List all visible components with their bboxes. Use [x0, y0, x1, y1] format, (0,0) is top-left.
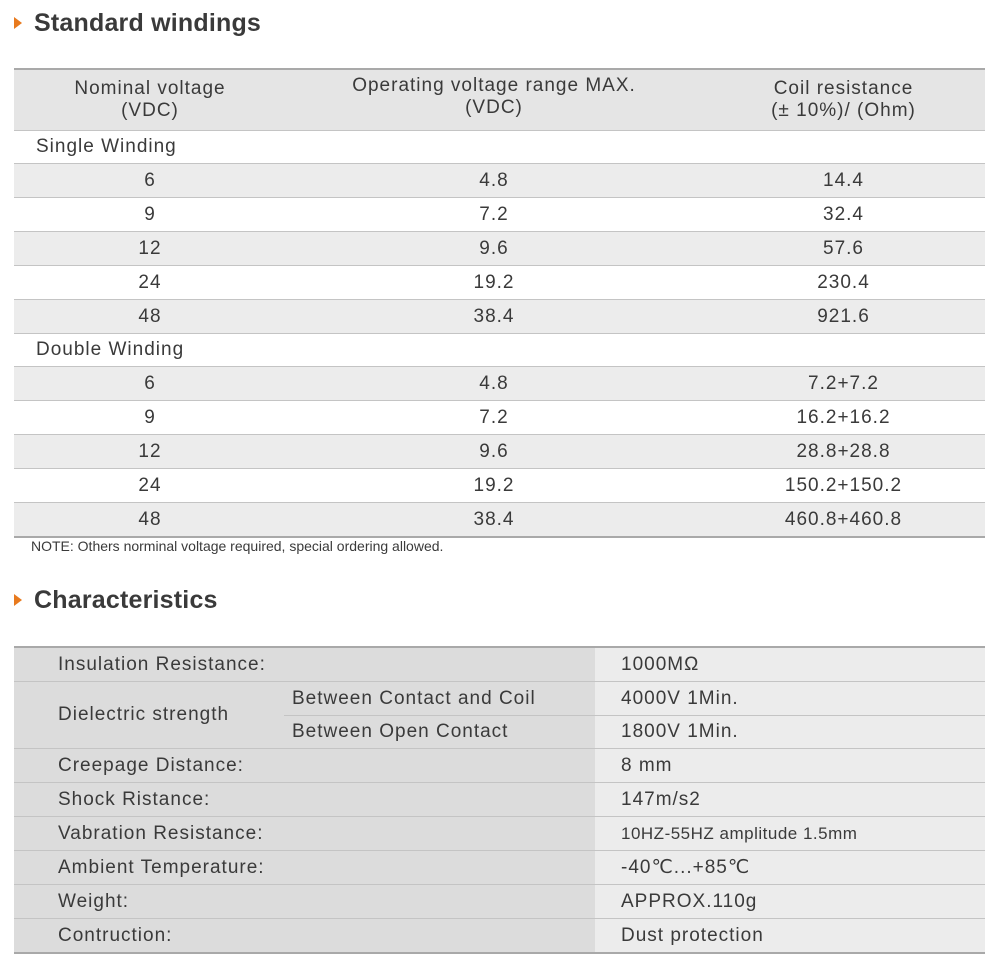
vibration-label: Vabration Resistance: — [14, 817, 595, 850]
dielectric-label: Dielectric strength — [14, 682, 284, 748]
cell-resistance: 7.2+7.2 — [808, 372, 879, 394]
cell-operating: 4.8 — [479, 169, 509, 191]
cell-resistance: 460.8+460.8 — [784, 508, 903, 530]
ambient-value: -40℃...+85℃ — [595, 851, 985, 884]
characteristics-table — [14, 646, 985, 954]
cell-resistance: 14.4 — [823, 169, 864, 191]
table-row — [14, 782, 985, 816]
weight-label: Weight: — [14, 885, 595, 918]
cell-resistance: 57.6 — [823, 237, 864, 259]
table-row — [14, 648, 985, 681]
cell-nominal: 9 — [144, 203, 156, 225]
table-row — [14, 748, 985, 782]
standard-windings-heading — [14, 6, 261, 40]
header-resistance-line1: Coil resistance — [773, 78, 914, 99]
double-winding-group-row — [14, 333, 985, 366]
cell-nominal: 48 — [138, 508, 162, 530]
characteristics-title: Characteristics — [34, 585, 218, 614]
cell-resistance: 28.8+28.8 — [796, 440, 891, 462]
cell-nominal: 48 — [138, 305, 162, 327]
ambient-label: Ambient Temperature: — [14, 851, 595, 884]
table-row — [14, 299, 985, 333]
cell-nominal: 24 — [138, 271, 162, 293]
cell-nominal: 12 — [138, 440, 162, 462]
vibration-value: 10HZ-55HZ amplitude 1.5mm — [595, 817, 985, 850]
standard-windings-title: Standard windings — [34, 8, 262, 37]
dielectric-row — [14, 681, 985, 748]
cell-operating: 7.2 — [479, 203, 509, 225]
cell-resistance: 16.2+16.2 — [796, 406, 891, 428]
cell-nominal: 6 — [144, 169, 156, 191]
dielectric-sub-labels — [284, 682, 595, 748]
table-row — [14, 366, 985, 400]
dielectric-open-contact-value: 1800V 1Min. — [595, 715, 985, 748]
shock-label: Shock Ristance: — [14, 783, 595, 816]
cell-operating: 19.2 — [473, 271, 515, 293]
table-row — [14, 850, 985, 884]
table-row — [14, 400, 985, 434]
standard-windings-table — [14, 68, 985, 538]
orange-triangle-icon — [14, 594, 22, 606]
cell-operating: 38.4 — [473, 508, 515, 530]
table-row — [14, 468, 985, 502]
header-operating-line1: Operating voltage range MAX. — [352, 75, 636, 96]
cell-resistance: 230.4 — [817, 271, 870, 293]
cell-resistance: 150.2+150.2 — [784, 474, 903, 496]
cell-operating: 7.2 — [479, 406, 509, 428]
construction-label: Contruction: — [14, 919, 595, 952]
cell-nominal: 12 — [138, 237, 162, 259]
header-nominal-line1: Nominal voltage — [74, 78, 226, 99]
cell-nominal: 6 — [144, 372, 156, 394]
characteristics-heading — [14, 583, 218, 617]
weight-value: APPROX.110g — [595, 885, 985, 918]
cell-operating: 9.6 — [479, 440, 509, 462]
header-nominal-voltage — [14, 78, 286, 122]
table-row — [14, 434, 985, 468]
table-row — [14, 502, 985, 536]
insulation-label: Insulation Resistance: — [14, 648, 595, 681]
header-nominal-line2: (VDC) — [121, 100, 179, 121]
header-operating-line2: (VDC) — [465, 97, 523, 118]
cell-nominal: 9 — [144, 406, 156, 428]
cell-operating: 4.8 — [479, 372, 509, 394]
header-operating-voltage — [286, 75, 702, 119]
construction-value: Dust protection — [595, 919, 985, 952]
dielectric-contact-coil-label: Between Contact and Coil — [284, 682, 595, 715]
single-winding-label: Single Winding — [36, 136, 177, 157]
cell-operating: 19.2 — [473, 474, 515, 496]
orange-triangle-icon — [14, 17, 22, 29]
header-coil-resistance — [702, 78, 985, 122]
insulation-value: 1000MΩ — [595, 648, 985, 681]
table-row — [14, 163, 985, 197]
dielectric-open-contact-label: Between Open Contact — [284, 715, 595, 748]
table-row — [14, 231, 985, 265]
dielectric-contact-coil-value: 4000V 1Min. — [595, 682, 985, 715]
header-resistance-line2: (± 10%)/ (Ohm) — [771, 100, 916, 121]
creepage-label: Creepage Distance: — [14, 749, 595, 782]
ordering-note: NOTE: Others norminal voltage required, special ordering allowed. — [31, 538, 444, 554]
table-row — [14, 265, 985, 299]
creepage-value: 8 mm — [595, 749, 985, 782]
cell-nominal: 24 — [138, 474, 162, 496]
dielectric-values — [595, 682, 985, 748]
double-winding-label: Double Winding — [36, 339, 185, 360]
cell-operating: 9.6 — [479, 237, 509, 259]
cell-operating: 38.4 — [473, 305, 515, 327]
table-row — [14, 918, 985, 952]
cell-resistance: 32.4 — [823, 203, 864, 225]
table-row — [14, 197, 985, 231]
shock-value: 147m/s2 — [595, 783, 985, 816]
windings-header-row — [14, 70, 985, 130]
cell-resistance: 921.6 — [817, 305, 870, 327]
table-row — [14, 884, 985, 918]
table-row — [14, 816, 985, 850]
single-winding-group-row — [14, 130, 985, 163]
